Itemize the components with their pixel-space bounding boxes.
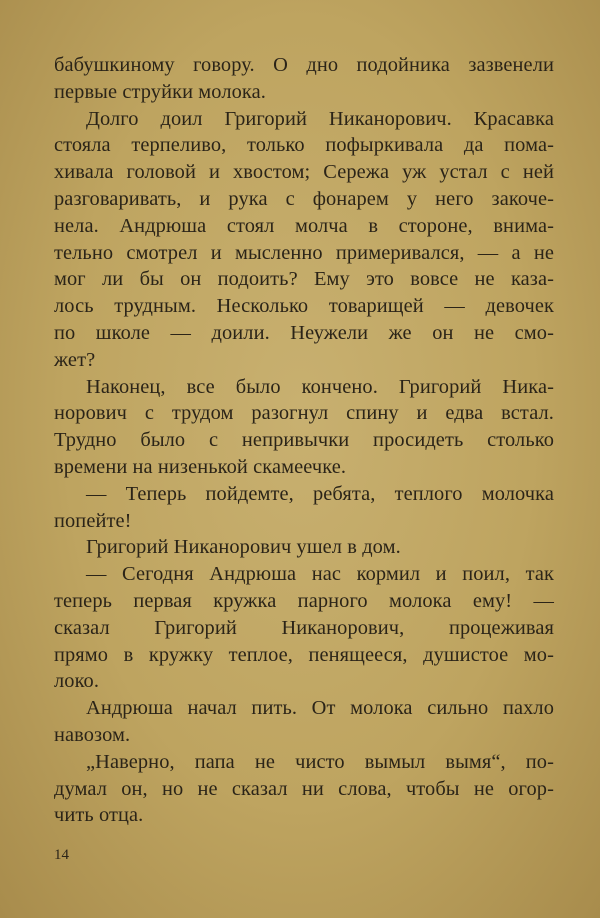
text-line: мог ли бы он подоить? Ему это вовсе не каза- bbox=[54, 268, 554, 291]
text-line: прямо в кружку теплое, пенящееся, душистое мо- bbox=[54, 643, 554, 666]
text-line: теперь первая кружка парного молока ему! — bbox=[54, 589, 554, 612]
text-line: Григорий Никанорович ушел в дом. bbox=[86, 536, 401, 559]
text-line: навозом. bbox=[54, 723, 131, 746]
text-line: бабушкиному говору. О дно подойника зазвенели bbox=[54, 54, 554, 76]
text-line: первые струйки молока. bbox=[54, 80, 266, 103]
text-line: попейте! bbox=[54, 509, 132, 532]
text-line: Долго доил Григорий Никанорович. Красавка bbox=[86, 107, 554, 130]
text-line: жет? bbox=[54, 348, 96, 371]
text-line: Трудно было с непривычки просидеть столько bbox=[54, 429, 554, 452]
text-line: стояла терпеливо, только пофыркивала да пома- bbox=[54, 134, 554, 157]
text-line: Андрюша начал пить. От молока сильно пахло bbox=[86, 697, 554, 720]
text-line: — Сегодня Андрюша нас кормил и поил, так bbox=[86, 563, 554, 586]
text-line: норович с трудом разогнул спину и едва встал. bbox=[54, 402, 554, 425]
text-line: времени на низенькой скамеечке. bbox=[54, 455, 347, 478]
text-line: по школе — доили. Неужели же он не смо- bbox=[54, 321, 554, 344]
text-line: сказал Григорий Никанорович, процеживая bbox=[54, 616, 554, 639]
text-line: хивала головой и хвостом; Сережа уж устал с ней bbox=[54, 161, 554, 184]
text-line: тельно смотрел и мысленно примеривался, — а не bbox=[54, 241, 554, 264]
text-line: разговаривать, и рука с фонарем у него закоче- bbox=[54, 187, 554, 210]
text-line: лось трудным. Несколько товарищей — девочек bbox=[54, 295, 554, 318]
text-line: чить отца. bbox=[54, 804, 144, 827]
text-line: „Наверно, папа не чисто вымыл вымя“, по- bbox=[86, 750, 554, 773]
text-line: Наконец, все было кончено. Григорий Ника- bbox=[86, 375, 554, 398]
text-line: нела. Андрюша стоял молча в стороне, внима- bbox=[54, 214, 554, 237]
page-number: 14 bbox=[54, 847, 69, 863]
page-text bbox=[54, 52, 554, 829]
text-line: локо. bbox=[54, 670, 100, 693]
text-line: думал он, но не сказал ни слова, чтобы не огор- bbox=[54, 777, 554, 800]
text-line: — Теперь пойдемте, ребята, теплого молочка bbox=[86, 482, 554, 505]
